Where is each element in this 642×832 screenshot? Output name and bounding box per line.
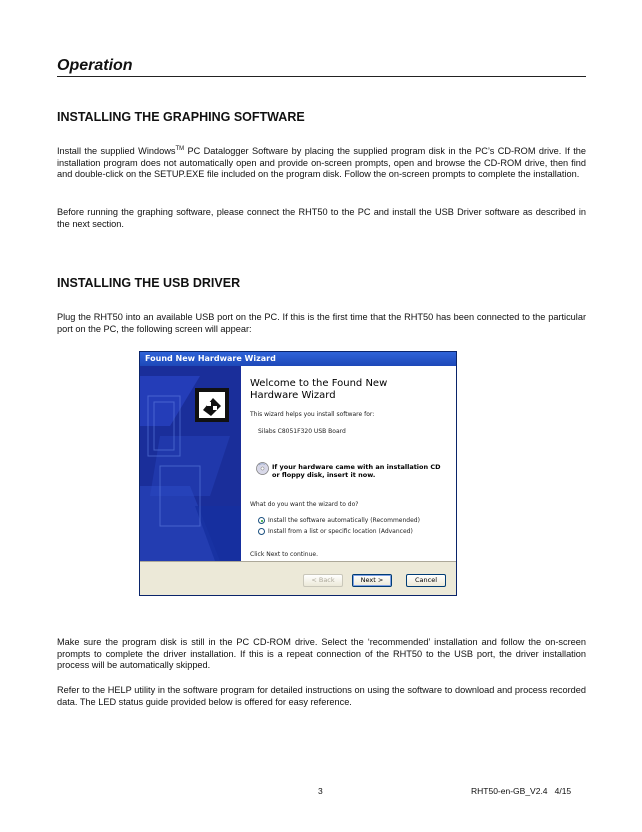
paragraph-help-utility: Refer to the HELP utility in the software program for detailed instructions on using the software to download and process recorded data. The LED status guide provided below is offered for easy reference. [57, 685, 586, 707]
continue-hint: Click Next to continue. [250, 551, 319, 558]
wizard-footer-divider [140, 561, 457, 562]
paragraph-text: Install the supplied Windows [57, 146, 176, 156]
paragraph-program-disk: Make sure the program disk is still in the PC CD-ROM drive. Select the ‘recommended’ installation and follow the on-screen prompts to complete the driver installation. If this is a repeat connection of the RHT50 to the USB port, the driver installation process will be automatically skipped. [57, 637, 586, 671]
title-divider [57, 76, 586, 77]
option-install-from-list[interactable] [258, 528, 413, 535]
cd-note [272, 463, 452, 479]
device-name: Silabs C8051F320 USB Board [258, 428, 346, 435]
cd-icon [256, 462, 269, 475]
hardware-banner-graphic [140, 366, 241, 561]
next-button[interactable]: Next > [352, 574, 392, 587]
wizard-body [140, 366, 457, 561]
wizard-side-banner [140, 366, 241, 561]
wizard-content [250, 366, 455, 561]
radio-unselected-icon[interactable] [258, 528, 265, 535]
hardware-icon [195, 388, 229, 422]
wizard-intro-text: This wizard helps you install software for: [250, 411, 375, 418]
paragraph-plug-in: Plug the RHT50 into an available USB port on the PC. If this is the first time that the RHT50 has been connected to the particular port on the PC, the following screen will appear: [57, 312, 586, 334]
found-new-hardware-wizard-window [139, 351, 457, 596]
wizard-heading-line1: Welcome to the Found New [250, 378, 388, 389]
option-install-automatically[interactable] [258, 517, 420, 524]
wizard-heading-line2: Hardware Wizard [250, 390, 336, 401]
wizard-heading [250, 378, 387, 402]
wizard-question: What do you want the wizard to do? [250, 501, 359, 508]
trademark-mark: TM [175, 146, 185, 152]
radio-selected-icon[interactable] [258, 517, 265, 524]
paragraph-text: PC Datalogger Software by placing the supplied program disk in the PC’s CD-ROM drive. If the installation program does not automatically open and provide on-screen prompts, open and browse the CD-ROM drive, then find and double-click on the SETUP.EXE file included on the program disk. Follow the on-screen prompts to complete the installation. [57, 146, 586, 180]
section-heading-graphing: INSTALLING THE GRAPHING SOFTWARE [57, 110, 305, 124]
wizard-title-bar: Found New Hardware Wizard [140, 352, 456, 366]
paragraph-before-running: Before running the graphing software, please connect the RHT50 to the PC and install the USB Driver software as described in the next section. [57, 207, 586, 229]
page-title: Operation [57, 57, 133, 74]
document-id: RHT50-en-GB_V2.4 4/15 [471, 786, 572, 796]
back-button[interactable]: < Back [303, 574, 343, 587]
cd-note-line2: or floppy disk, insert it now. [272, 471, 376, 479]
cancel-button[interactable]: Cancel [406, 574, 446, 587]
option-manual-label: Install from a list or specific location (Advanced) [268, 528, 413, 535]
option-auto-label: Install the software automatically (Recommended) [268, 517, 420, 524]
cd-note-line1: If your hardware came with an installation CD [272, 463, 441, 471]
paragraph-install-software [57, 146, 586, 181]
section-heading-usb-driver: INSTALLING THE USB DRIVER [57, 276, 241, 290]
page-number: 3 [318, 786, 323, 796]
